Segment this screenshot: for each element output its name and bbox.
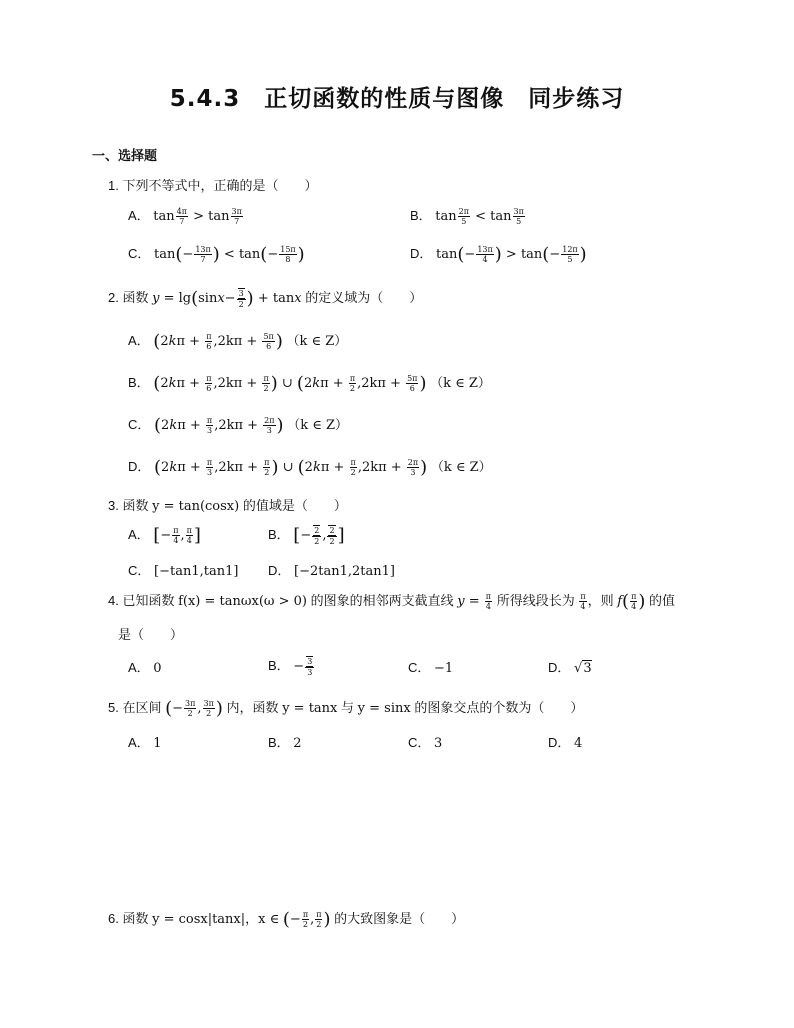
q4-option-a[interactable]: A． 0 <box>128 660 162 676</box>
q2-option-c[interactable]: C． (2kπ + $\frac{\pi}{3}$ ,2kπ + $\frac{2\pi}{3}$ ) （k ∈ Z） <box>128 415 348 436</box>
section-heading: 一、选择题 <box>92 148 158 163</box>
question-1-stem: 1. 下列不等式中，正确的是（ ） <box>108 178 318 193</box>
q5-option-d[interactable]: D． 4 <box>548 735 583 751</box>
page-title: 5.4.3 正切函数的性质与图像 同步练习 <box>169 86 625 112</box>
q5-option-b[interactable]: B． 2 <box>268 735 302 751</box>
q3-option-d[interactable]: D． [−2tan1,2tan1] <box>268 563 395 579</box>
question-5-stem: 5. 在区间 (− $\frac{3\pi}{2}$ , $\frac{3\pi}{2}$ ) 内，函数 y = tanx 与 y = sinx 的图象交点的个数为（ ） <box>108 698 584 719</box>
question-2-stem: 2. 函数 y = lg(sinx− $\frac{3}{2}$ ) + tanx 的定义域为（ ） <box>108 288 423 309</box>
q1-option-c[interactable]: C． tan(− $\frac{13\pi}{7}$ ) < tan(− $\frac{15\pi}{8}$ ) <box>128 244 305 265</box>
question-4-stem-line2: 是（ ） <box>118 627 184 642</box>
q3-option-b[interactable]: B． [− $\frac{2}{2}$ , $\frac{2}{2}$ ] <box>268 525 345 546</box>
q1-option-d[interactable]: D． tan(− $\frac{13\pi}{4}$ ) > tan(− $\frac{12\pi}{5}$ ) <box>410 244 587 265</box>
q2-option-a[interactable]: A． (2kπ + $\frac{\pi}{6}$ ,2kπ + $\frac{5\pi}{6}$ ) （k ∈ Z） <box>128 331 348 352</box>
q3-option-a[interactable]: A． [− $\frac{\pi}{4}$ , $\frac{\pi}{4}$ ] <box>128 525 201 546</box>
q1-option-a[interactable]: A． tan $\frac{4\pi}{7}$ > tan $\frac{3\pi}{7}$ <box>128 207 242 226</box>
q4-option-c[interactable]: C． −1 <box>408 660 454 676</box>
q4-option-b[interactable]: B． − $\frac{3}{3}$ <box>268 657 313 677</box>
question-6-stem: 6. 函数 y = cosx|tanx|，x ∈ (− $\frac{\pi}{2}$ , $\frac{\pi}{2}$ ) 的大致图象是（ ） <box>108 909 465 930</box>
q1-option-b[interactable]: B． tan $\frac{2\pi}{5}$ < tan $\frac{3\pi}{5}$ <box>410 207 524 226</box>
q2-option-d[interactable]: D． (2kπ + $\frac{\pi}{3}$ ,2kπ + $\frac{\pi}{2}$ ) ∪ (2kπ + $\frac{\pi}{2}$ ,2kπ + $\frac{2\pi}{3}$ ) （k ∈ Z） <box>128 457 492 478</box>
q2-option-b[interactable]: B． (2kπ + $\frac{\pi}{6}$ ,2kπ + $\frac{\pi}{2}$ ) ∪ (2kπ + $\frac{\pi}{2}$ ,2kπ + $\frac{5\pi}{6}$ ) （k ∈ Z） <box>128 373 491 394</box>
q3-option-c[interactable]: C． [−tan1,tan1] <box>128 563 239 579</box>
q5-option-a[interactable]: A． 1 <box>128 735 162 751</box>
q5-option-c[interactable]: C． 3 <box>408 735 443 751</box>
question-4-stem: 4. 已知函数 f(x) = tanωx(ω > 0) 的图象的相邻两支截直线 y = $\frac{\pi}{4}$ 所得线段长为 $\frac{\pi}{4}$ ，则 f( $\frac{\pi}{4}$ ) 的值 <box>108 591 676 612</box>
question-3-stem: 3. 函数 y = tan(cosx) 的值域是（ ） <box>108 498 347 514</box>
q4-option-d[interactable]: D． √3 <box>548 660 592 676</box>
